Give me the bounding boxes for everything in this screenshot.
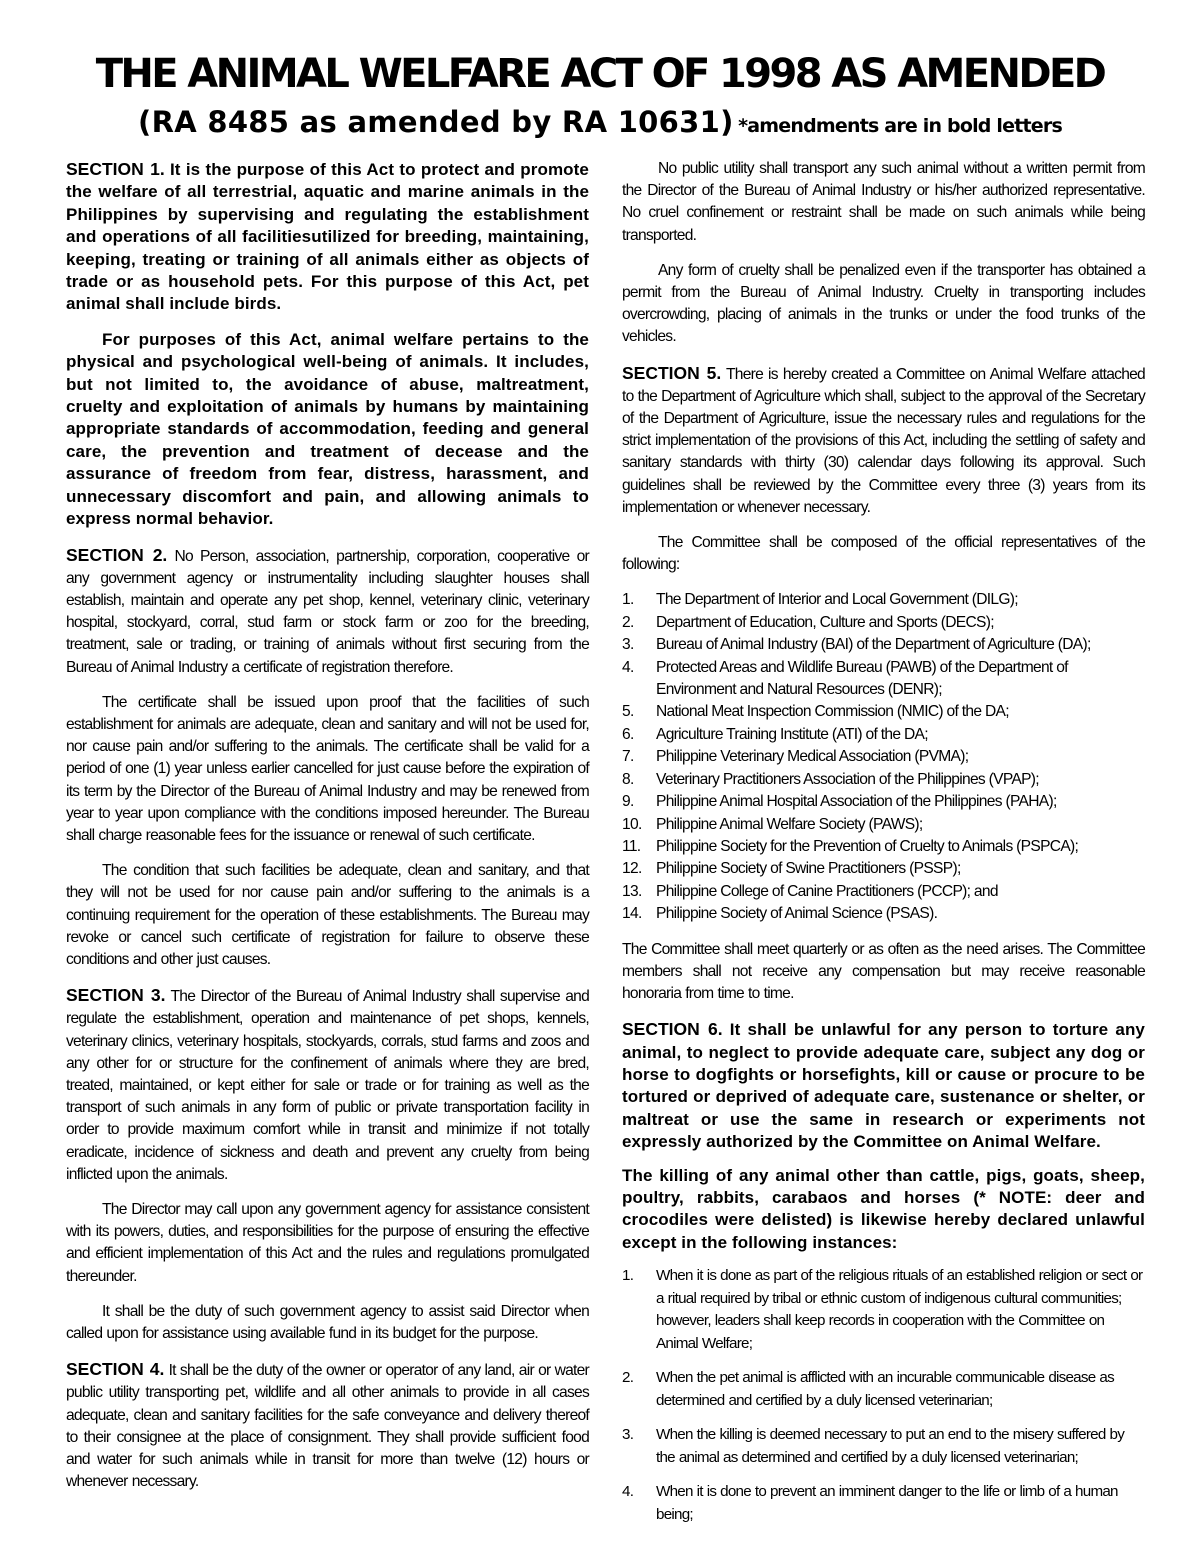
section-2-label: SECTION 2. — [66, 544, 168, 565]
committee-member-item — [622, 814, 1145, 836]
list-item-number: 10. — [622, 815, 642, 833]
list-item-text: Philippine Animal Welfare Society (PAWS); — [656, 815, 923, 833]
committee-members-list — [622, 589, 1145, 925]
list-item-text: Protected Areas and Wildlife Bureau (PAWB) of the Department of Environment and Natural Resources (DENR); — [656, 658, 1068, 699]
section-4-text: It shall be the duty of the owner or operator of any land, air or water public utility transporting pet, wildlife and all other animals to provide in all cases adequate, clean and sanitary facilities for the safe conveyance and delivery thereof to their consignee at the place of consignment. They shall provide sufficient food and water for such animals while in transit for more than twelve (12) hours or whenever necessary. — [66, 1362, 590, 1491]
section-3-label: SECTION 3. — [66, 985, 166, 1006]
section-6-paragraph-2: The killing of any animal other than cattle, pigs, goats, sheep, poultry, rabbits, carabaos and horses (* NOTE: deer and crocodiles were delisted) is likewise hereby declared unlawful except in the following instances: — [622, 1165, 1145, 1252]
section-5-paragraph-1 — [622, 362, 1145, 519]
list-item-text: When the killing is deemed necessary to put an end to the misery suffered by the animal as determined and certified by a duly licensed veterinarian; — [656, 1426, 1125, 1466]
section-4-label: SECTION 4. — [66, 1359, 165, 1380]
list-item-number: 8. — [622, 770, 634, 788]
list-item-number: 1. — [622, 1267, 634, 1285]
list-item-text: Department of Education, Culture and Sports (DECS); — [656, 613, 994, 631]
section-1-text: It is the purpose of this Act to protect and promote the welfare of all terrestrial, aquatic and marine animals in the Philippines by supervising and regulating the establishment and operations of all facilitiesutilized for breeding, maintaining, keeping, treating or training of all animals either as objects of trade or as household pets. For this purpose of this Act, pet animal shall include birds. — [66, 160, 589, 314]
list-item-number: 12. — [622, 860, 642, 878]
list-item-number: 3. — [622, 636, 634, 654]
committee-member-item — [622, 769, 1145, 791]
section-2-paragraph-1 — [66, 544, 589, 679]
list-item-number: 2. — [622, 613, 634, 631]
committee-member-item — [622, 589, 1145, 611]
list-item-number: 7. — [622, 748, 634, 766]
list-item-text: Philippine Society of Animal Science (PSAS). — [656, 905, 938, 923]
list-item-number: 13. — [622, 882, 642, 900]
list-item-text: When the pet animal is afflicted with an incurable communicable disease as determined and certified by a duly licensed veterinarian; — [656, 1369, 1114, 1409]
committee-member-item — [622, 701, 1145, 723]
section-5-text: There is hereby created a Committee on Animal Welfare attached to the Department of Agriculture which shall, subject to the approval of the Secretary of the Department of Agriculture, issue the necessary rules and regulations for the strict implementation of the provisions of this Act, including the settling of safety and sanitary standards with thirty (30) calendar days following its approval. Such guidelines shall be reviewed by the Committee every three (3) years from its implementation or whenever necessary. — [622, 365, 1145, 516]
section-3-paragraph-2: The Director may call upon any government agency for assistance consistent with its powers, duties, and responsibilities for the purpose of ensuring the effective and efficient implementation of this Act and the rules and regulations promulgated thereunder. — [66, 1200, 589, 1285]
list-item-number: 11. — [622, 837, 641, 855]
list-item-number: 3. — [622, 1426, 634, 1444]
list-item-text: Philippine Veterinary Medical Association (PVMA); — [656, 748, 969, 766]
committee-member-item — [622, 657, 1145, 702]
section-6-label: SECTION 6. — [622, 1019, 723, 1040]
committee-member-item — [622, 881, 1145, 903]
section-5-paragraph-2: The Committee shall be composed of the official representatives of the following: — [622, 534, 1145, 574]
list-item-text: The Department of Interior and Local Government (DILG); — [656, 591, 1018, 609]
subtitle-note: *amendments are in bold letters — [738, 115, 1062, 137]
committee-member-item — [622, 724, 1145, 746]
left-column — [66, 158, 589, 1493]
list-item-text: When it is done to prevent an imminent danger to the life or limb of a human being; — [656, 1483, 1118, 1523]
list-item-text: Veterinary Practitioners Association of the Philippines (VPAP); — [656, 770, 1039, 788]
committee-member-item — [622, 836, 1145, 858]
list-item-text: Agriculture Training Institute (ATI) of the DA; — [656, 725, 928, 743]
list-item-text: Philippine Society for the Prevention of Cruelty to Animals (PSPCA); — [656, 837, 1079, 855]
list-item-number: 9. — [622, 793, 634, 811]
committee-member-item — [622, 791, 1145, 813]
section-5-paragraph-3: The Committee shall meet quarterly or as often as the need arises. The Committee members shall not receive any compensation but may receive reasonable honoraria from time to time. — [622, 940, 1145, 1002]
list-item-text: Philippine Animal Hospital Association of the Philippines (PAHA); — [656, 793, 1057, 811]
list-item-number: 6. — [622, 725, 634, 743]
committee-member-item — [622, 746, 1145, 768]
list-item-number: 4. — [622, 1483, 634, 1501]
section-2-paragraph-2: The certificate shall be issued upon proof that the facilities of such establishment for animals are adequate, clean and sanitary and will not be used for, nor cause pain and/or suffering to the animals. The certificate shall be valid for a period of one (1) year unless earlier cancelled for just cause before the expiration of its term by the Director of the Bureau of Animal Industry and may be renewed from year to year upon compliance with the conditions imposed hereunder. The Bureau shall charge reasonable fees for the issuance or renewal of such certificate. — [66, 693, 589, 844]
list-item-number: 2. — [622, 1369, 634, 1387]
committee-member-item — [622, 634, 1145, 656]
section-3-paragraph-3: It shall be the duty of such government agency to assist said Director when called upon for assistance using available fund in its budget for the purpose. — [66, 1302, 589, 1342]
list-item-text: Philippine College of Canine Practitioners (PCCP); and — [656, 882, 998, 900]
section-4-paragraph-1 — [66, 1358, 589, 1493]
list-item-number: 4. — [622, 658, 634, 676]
committee-member-item — [622, 903, 1145, 925]
list-item-number: 14. — [622, 905, 642, 923]
committee-member-item — [622, 612, 1145, 634]
subtitle-main: (RA 8485 as amended by RA 10631) — [138, 105, 734, 139]
section-2-text: No Person, association, partnership, corporation, cooperative or any government agency or instrumentality including slaughter houses shall establish, maintain and operate any pet shop, kennel, veterinary clinic, veterinary hospital, stockyard, corral, stud farm or stock farm or zoo for the breeding, treatment, sale or trading, or training of animals without first securing from the Bureau of Animal Industry a certificate of registration therefore. — [66, 547, 589, 676]
list-item-text: Philippine Society of Swine Practitioners (PSSP); — [656, 860, 961, 878]
section-4-paragraph-3: Any form of cruelty shall be penalized even if the transporter has obtained a permit from the Bureau of Animal Industry. Cruelty in transporting includes overcrowding, placing of animals in the trunks or under the food trunks of the vehicles. — [622, 261, 1145, 346]
document-subtitle — [0, 103, 1200, 147]
section-1-paragraph-2: For purposes of this Act, animal welfare pertains to the physical and psychological well-being of animals. It includes, but not limited to, the avoidance of abuse, maltreatment, cruelty and exploitation of animals by humans by maintaining appropriate standards of accommodation, feeding and general care, the prevention and treatment of decease and the assurance of freedom from fear, distress, harassment, and unnecessary discomfort and pain, and allowing animals to express normal behavior. — [66, 329, 589, 529]
list-item-text: Bureau of Animal Industry (BAI) of the Department of Agriculture (DA); — [656, 636, 1091, 654]
section-6-text: It shall be unlawful for any person to torture any animal, to neglect to provide adequate care, subject any dog or horse to dogfights or horsefights, kill or cause or procure to be tortured or deprived of adequate care, sustenance or shelter, or maltreat or use the same in research or experiments not expressly authorized by the Committee on Animal Welfare. — [622, 1020, 1145, 1152]
exception-item — [622, 1367, 1145, 1412]
section-4-paragraph-2: No public utility shall transport any such animal without a written permit from the Director of the Bureau of Animal Industry or his/her authorized representative. No cruel confinement or restraint shall be made on such animals while being transported. — [622, 160, 1145, 244]
exception-item — [622, 1424, 1145, 1469]
list-item-text: National Meat Inspection Commission (NMIC) of the DA; — [656, 703, 1009, 721]
list-item-number: 5. — [622, 703, 634, 721]
list-item-text: When it is done as part of the religious rituals of an established religion or sect or a ritual required by tribal or ethnic custom of indigenous cultural communities; however, leaders shall keep records in cooperation with the Committee on Animal Welfare; — [656, 1267, 1143, 1352]
committee-member-item — [622, 858, 1145, 880]
section-1-label: SECTION 1. — [66, 159, 165, 179]
exceptions-list — [622, 1265, 1145, 1526]
section-3-paragraph-1 — [66, 984, 589, 1186]
section-6-paragraph-1 — [622, 1018, 1145, 1153]
right-column — [622, 158, 1145, 1526]
exception-item — [622, 1481, 1145, 1526]
section-5-label: SECTION 5. — [622, 362, 722, 383]
exception-item — [622, 1265, 1145, 1355]
document-title: THE ANIMAL WELFARE ACT OF 1998 AS AMENDED — [95, 51, 1105, 97]
section-1-paragraph-1 — [66, 158, 589, 316]
list-item-number: 1. — [622, 591, 634, 609]
section-3-text: The Director of the Bureau of Animal Industry shall supervise and regulate the establishment, operation and maintenance of pet shops, kennels, veterinary clinics, veterinary hospitals, stockyards, corrals, stud farms and zoos and any other for or structure for the confinement of animals where they are bred, treated, maintained, or kept either for sale or trade or for training as well as the transport of such animals in any form of public or private transportation facility in order to provide maximum comfort while in transit and minimize if not totally eradicate, incidence of sickness and death and prevent any cruelty from being inflicted upon the animals. — [66, 988, 589, 1183]
section-2-paragraph-3: The condition that such facilities be adequate, clean and sanitary, and that they will not be used for nor cause pain and/or suffering to the animals is a continuing requirement for the operation of these establishments. The Bureau may revoke or cancel such certificate of registration for failure to observe these conditions and other just causes. — [66, 862, 589, 968]
